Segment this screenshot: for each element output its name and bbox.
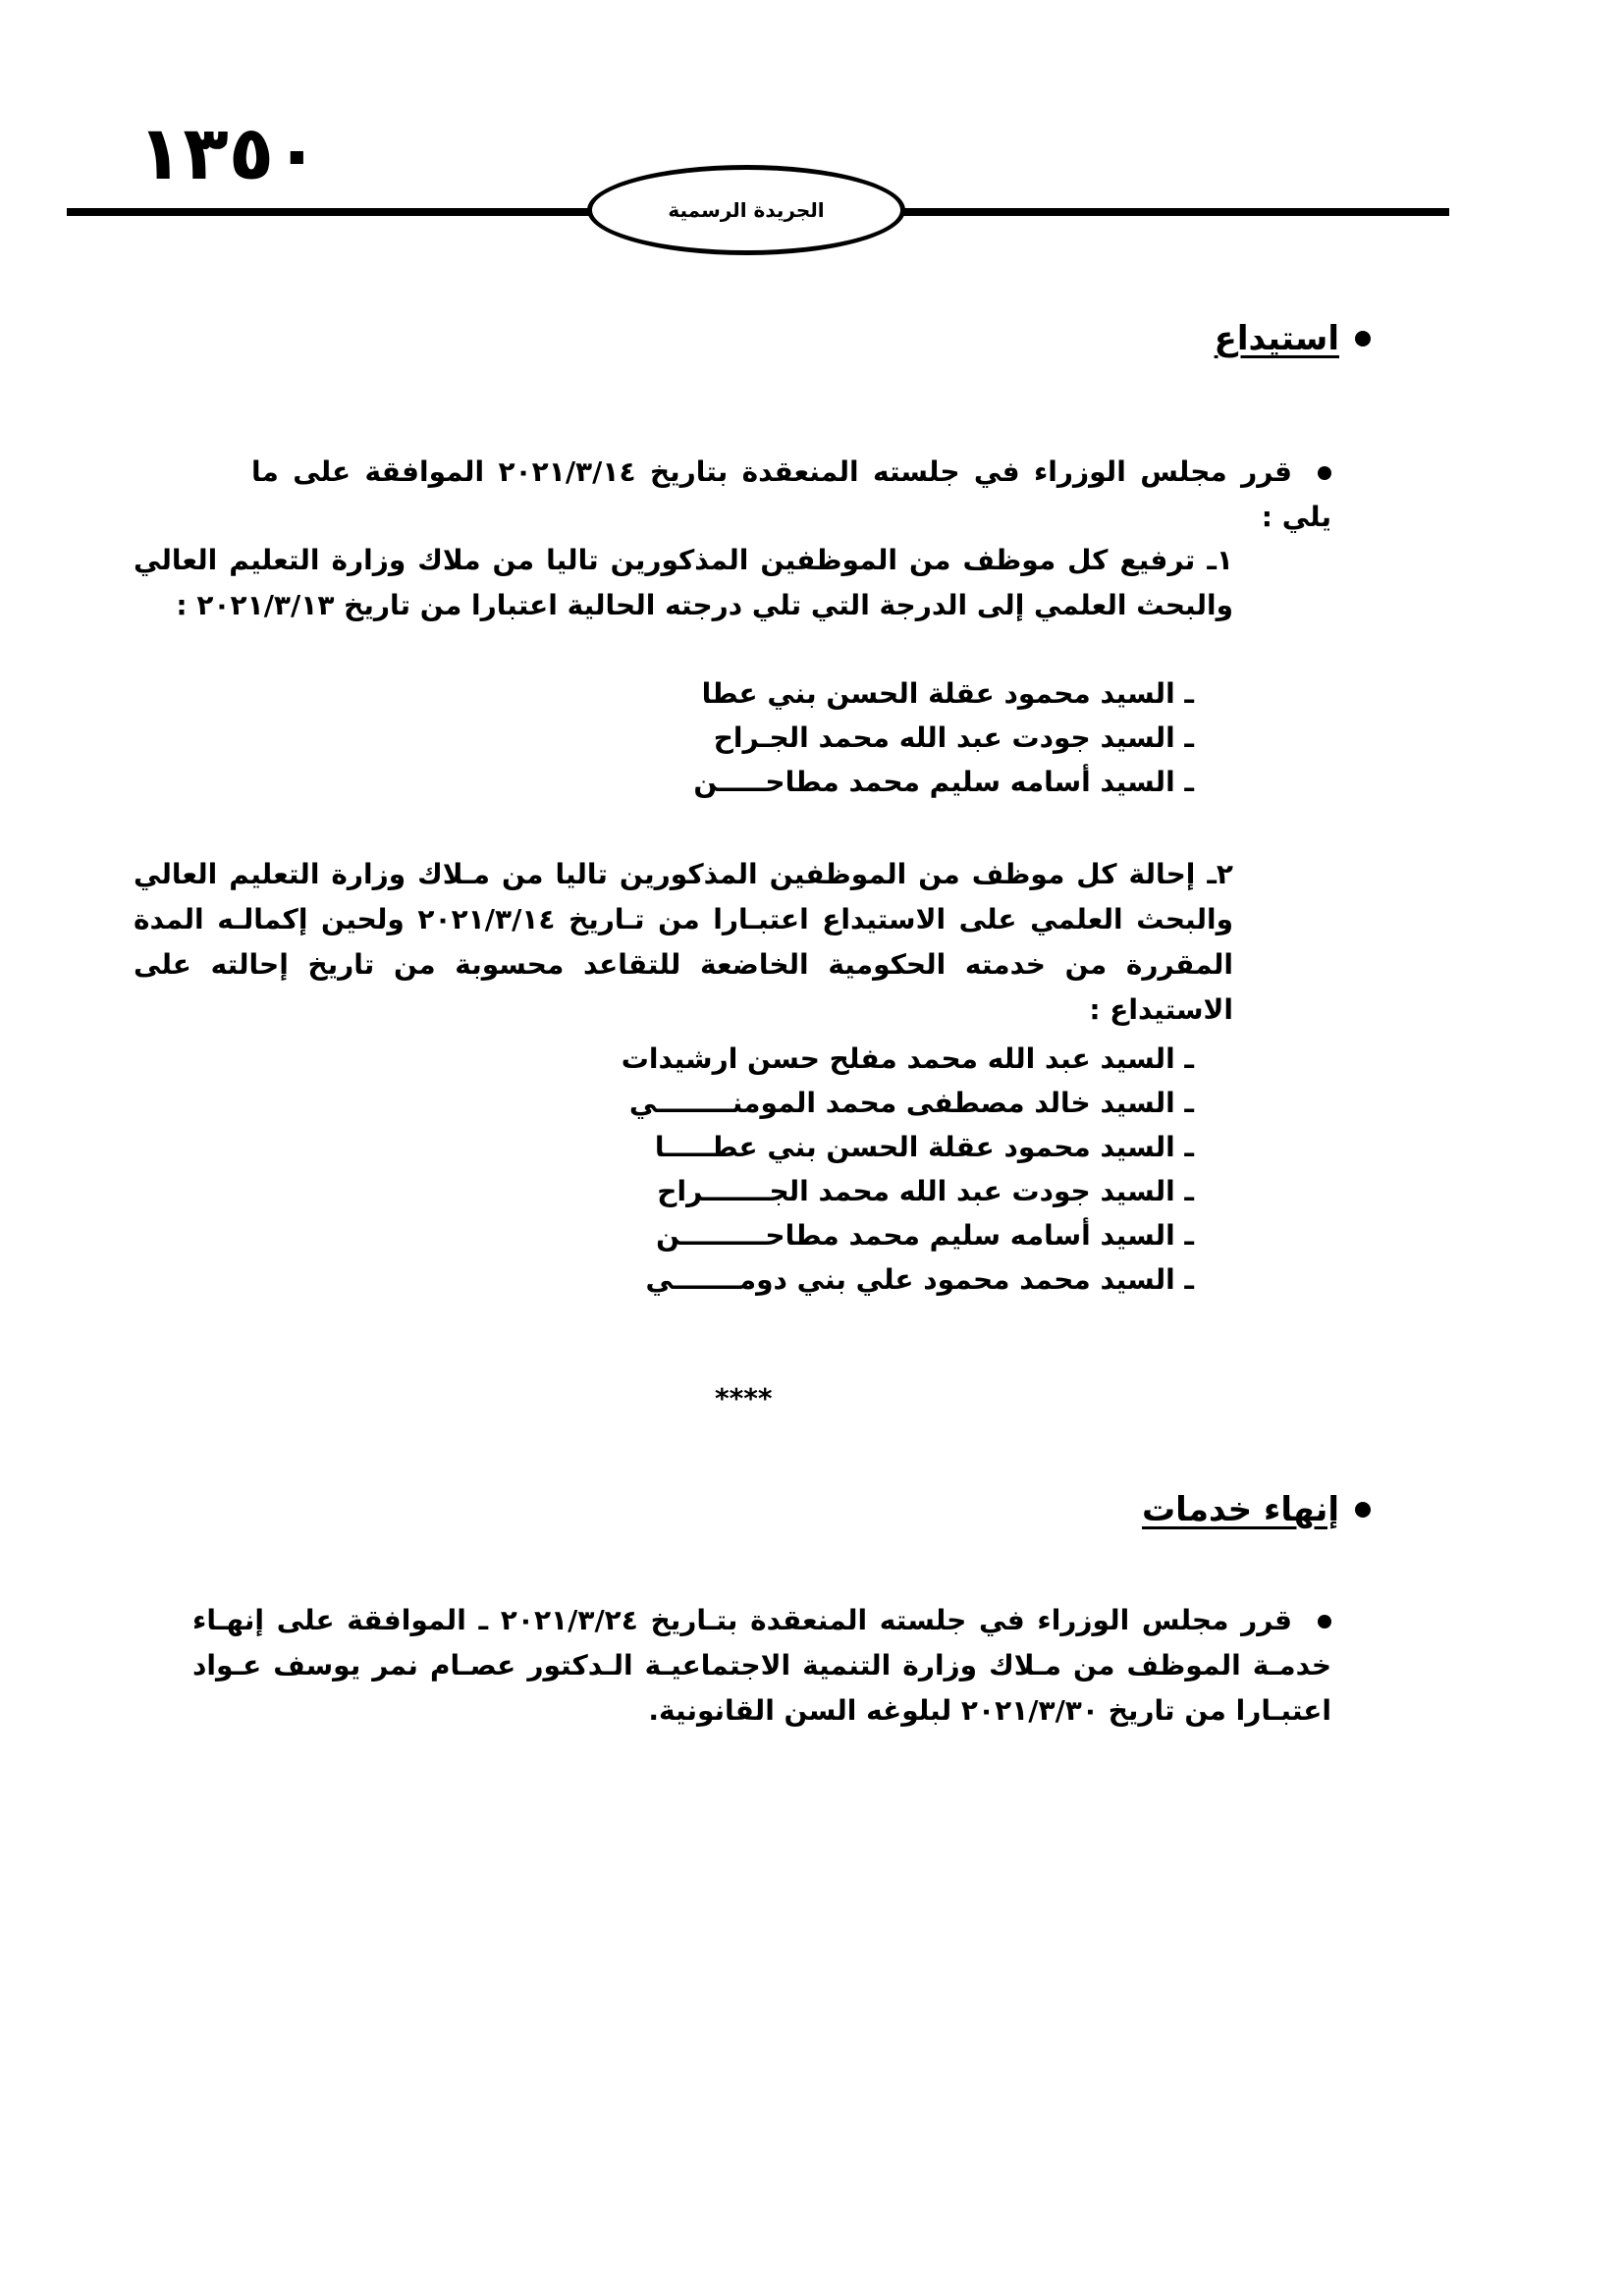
list-item: ـ السيد محمود عقلة الحسن بني عطا	[701, 677, 1194, 710]
list-item: ـ السيد عبد الله محمد مفلح حسن ارشيدات	[621, 1042, 1194, 1075]
decision-item-2: ٢ـ إحالة كل موظف من الموظفين المذكورين تاليا من مـلاك وزارة التعليم العالي والبحث العلمي على الاستيداع اعتبـارا من تـاريخ ٢٠٢١/٣/١٤ ولحين إكمالـه المدة المقررة من خدمته الحكومية الخاضعة للتقاعد محسوبة من تاريخ إحالته على الاستيداع :	[134, 858, 1233, 1026]
list-item: ـ السيد محمد محمود علي بني دومـــــــي	[645, 1263, 1194, 1296]
section-title: استيداع	[1214, 319, 1339, 358]
list-item: ـ السيد أسامه سليم محمد مطاحـــــــــن	[656, 1219, 1194, 1252]
publication-name: الجريدة الرسمية	[668, 198, 825, 222]
section-heading-termination	[1142, 1490, 1371, 1529]
bullet-icon	[1355, 331, 1371, 347]
page-number: ١٣٥٠	[137, 109, 320, 196]
decision-item-1: ١ـ ترفيع كل موظف من الموظفين المذكورين تاليا من ملاك وزارة التعليم العالي والبحث العلمي إلى الدرجة التي تلي درجته الحالية اعتبارا من تاريخ ٢٠٢١/٣/١٣ :	[134, 544, 1233, 621]
section-separator: ****	[715, 1382, 773, 1415]
termination-decision	[192, 1598, 1331, 1734]
section-title: إنهاء خدمات	[1142, 1490, 1339, 1529]
list-item: ـ السيد جودت عبد الله محمد الجـــــــراح	[657, 1175, 1194, 1207]
publication-oval	[587, 165, 905, 255]
decision-intro	[251, 450, 1331, 540]
list-item: ـ السيد خالد مصطفى محمد المومنــــــــي	[628, 1087, 1194, 1119]
list-item: ـ السيد أسامه سليم محمد مطاحـــــن	[693, 766, 1194, 798]
bullet-icon	[1318, 466, 1331, 480]
employee-list-1	[693, 671, 1194, 804]
bullet-icon	[1355, 1502, 1371, 1518]
list-item: ـ السيد محمود عقلة الحسن بني عطـــــا	[654, 1131, 1194, 1163]
list-item: ـ السيد جودت عبد الله محمد الجـراح	[713, 721, 1194, 754]
employee-list-2	[622, 1037, 1194, 1302]
bullet-icon	[1318, 1615, 1331, 1629]
termination-text: قرر مجلس الوزراء في جلسته المنعقدة بتـاريخ ٢٠٢١/٣/٢٤ ـ الموافقة على إنهـاء خدمـة الموظف من مـلاك وزارة التنمية الاجتماعيـة الـدكتور عصـام نمر يوسف عـواد اعتبـارا من تاريخ ٢٠٢١/٣/٣٠ لبلوغه السن القانونية.	[192, 1604, 1331, 1727]
section-heading-estidaa	[1215, 319, 1371, 358]
decision-intro-text: قرر مجلس الوزراء في جلسته المنعقدة بتاريخ ٢٠٢١/٣/١٤ الموافقة على ما يلي :	[251, 455, 1331, 533]
